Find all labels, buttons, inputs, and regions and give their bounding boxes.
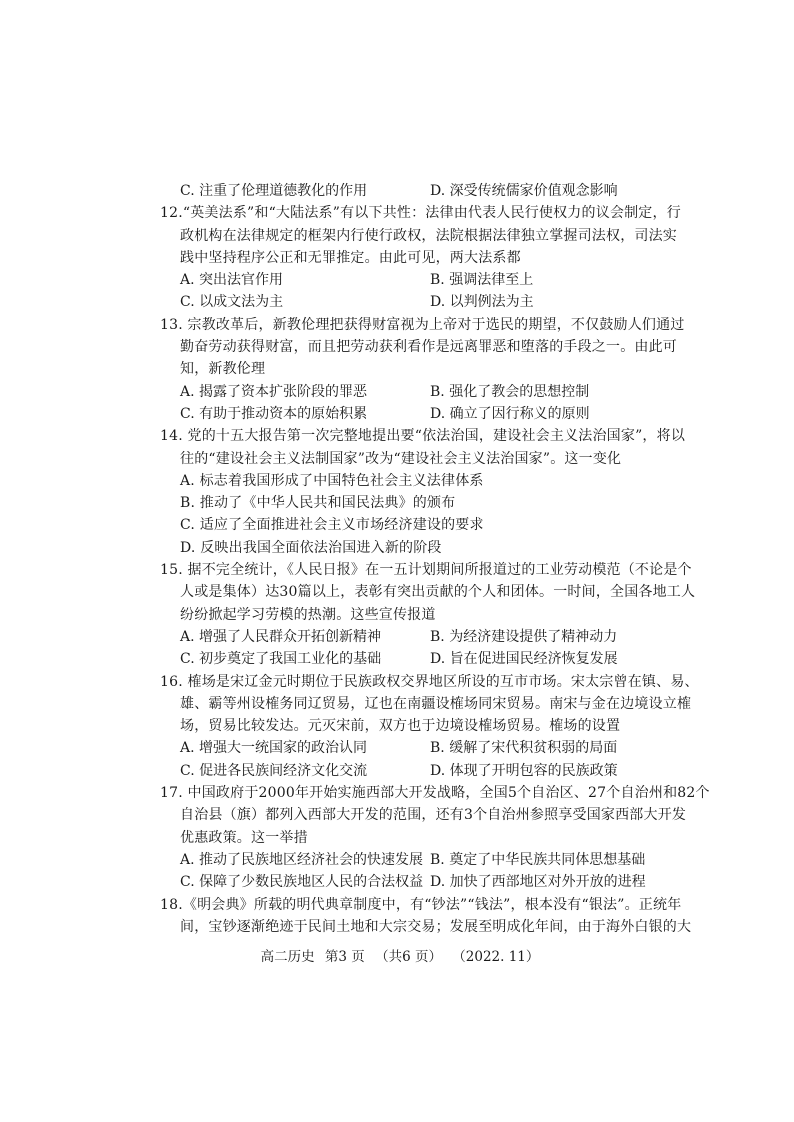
q11-option-c: C. 注重了伦理道德教化的作用 <box>180 183 368 199</box>
question-14 <box>160 425 686 559</box>
q17-option-d: D. 加快了西部地区对外开放的进程 <box>430 874 646 891</box>
q14-option-c: C. 适应了全面推进社会主义市场经济建设的要求 <box>180 517 484 534</box>
q13-option-d: D. 确立了因行称义的原则 <box>430 405 590 422</box>
q17-options-row-2 <box>160 871 680 893</box>
q13-option-b: B. 强化了教会的思想控制 <box>430 383 590 400</box>
question-12 <box>160 202 680 313</box>
q13-options-row-1 <box>160 381 680 403</box>
q15-option-b: B. 为经济建设提供了精神动力 <box>430 628 618 645</box>
q14-stem-line-2: 往的“建设社会主义法制国家”改为“建设社会主义法治国家”。这一变化 <box>180 450 622 467</box>
q16-stem-line-3: 场，贸易比较发达。元灭宋前，双方也于边境设榷场贸易。榷场的设置 <box>180 718 621 735</box>
q18-stem-line-1: 18.《明会典》所载的明代典章制度中，有“钞法”“钱法”，根本没有“银法”。正统年 <box>160 896 682 913</box>
q11-options-row <box>160 180 680 202</box>
q12-options-row-2 <box>160 291 680 313</box>
q15-option-c: C. 初步奠定了我国工业化的基础 <box>180 651 382 668</box>
q13-options-row-2 <box>160 403 680 425</box>
q14-stem-line-1: 14. 党的十五大报告第一次完整地提出要“依法治国，建设社会主义法治国家”，将以 <box>160 428 686 445</box>
exam-page <box>160 180 710 938</box>
q15-option-d: D. 旨在促进国民经济恢复发展 <box>430 651 618 668</box>
q18-stem-line-2: 间，宝钞逐渐绝迹于民间土地和大宗交易；发展至明成化年间，由于海外白银的大 <box>180 918 692 935</box>
q12-stem-line-1: 12.“英美法系”和“大陆法系”有以下共性：法律由代表人民行使权力的议会制定，行 <box>160 205 681 222</box>
page-footer <box>0 945 794 965</box>
q15-options-row-2 <box>160 648 680 670</box>
q17-options-row-1 <box>160 849 680 871</box>
q12-option-d: D. 以判例法为主 <box>430 294 534 311</box>
q17-option-a: A. 推动了民族地区经济社会的快速发展 <box>180 851 424 868</box>
q14-option-a: A. 标志着我国形成了中国特色社会主义法律体系 <box>180 472 484 489</box>
q12-stem-line-2: 政机构在法律规定的框架内行使行政权，法院根据法律独立掌握司法权，司法实 <box>180 227 677 244</box>
q15-options-row-1 <box>160 626 680 648</box>
q13-stem-line-2: 勤奋劳动获得财富，而且把劳动获利看作是远离罪恶和堕落的手段之一。由此可 <box>180 339 677 356</box>
footer-total-pages: （共6 页） <box>375 949 442 965</box>
footer-date: （2022. 11） <box>452 949 540 965</box>
q16-stem-line-2: 雄、霸等州设榷务同辽贸易，辽也在南疆设榷场同宋贸易。南宋与金在边境设立榷 <box>180 695 692 712</box>
question-15 <box>160 559 696 670</box>
q12-stem-line-3: 践中坚持程序公正和无罪推定。由此可见，两大法系都 <box>180 249 521 266</box>
q15-option-a: A. 增强了人民群众开拓创新精神 <box>180 628 382 645</box>
q16-option-c: C. 促进各民族间经济文化交流 <box>180 762 368 779</box>
q12-option-a: A. 突出法官作用 <box>180 272 284 289</box>
q15-stem-line-3: 纷纷掀起学习劳模的热潮。这些宣传报道 <box>180 606 436 623</box>
question-18 <box>160 894 692 939</box>
question-16 <box>160 671 699 782</box>
q16-stem-line-1: 16. 榷场是宋辽金元时期位于民族政权交界地区所设的互市市场。宋太宗曾在镇、易、 <box>160 673 699 690</box>
q12-option-c: C. 以成文法为主 <box>180 294 284 311</box>
q12-option-b: B. 强调法律至上 <box>430 272 534 289</box>
footer-subject: 高二历史 <box>260 949 315 965</box>
q12-options-row-1 <box>160 269 680 291</box>
q14-option-b: B. 推动了《中华人民共和国民法典》的颁布 <box>180 495 456 512</box>
q17-stem-line-3: 优惠政策。这一举措 <box>180 829 308 846</box>
q17-stem-line-1: 17. 中国政府于2000年开始实施西部大开发战略，全国5个自治区、27个自治州和82个 <box>160 785 710 802</box>
q16-options-row-1 <box>160 737 680 759</box>
q13-stem-line-3: 知，新教伦理 <box>180 361 266 378</box>
q17-stem-line-2: 自治县（旗）都列入西部大开发的范围，还有3个自治州参照享受国家西部大开发 <box>180 807 687 824</box>
q16-option-d: D. 体现了开明包容的民族政策 <box>430 762 618 779</box>
q14-option-d: D. 反映出我国全面依法治国进入新的阶段 <box>180 539 442 556</box>
q16-option-b: B. 缓解了宋代积贫积弱的局面 <box>430 740 618 757</box>
question-17 <box>160 782 710 893</box>
q16-options-row-2 <box>160 760 680 782</box>
footer-page-number: 第3 页 <box>324 949 365 965</box>
q13-option-a: A. 揭露了资本扩张阶段的罪恶 <box>180 383 368 400</box>
q16-option-a: A. 增强大一统国家的政治认同 <box>180 740 368 757</box>
q17-option-b: B. 奠定了中华民族共同体思想基础 <box>430 851 646 868</box>
q15-stem-line-2: 人或是集体）达30篇以上，表彰有突出贡献的个人和团体。一时间，全国各地工人 <box>180 584 696 601</box>
q13-option-c: C. 有助于推动资本的原始积累 <box>180 405 368 422</box>
question-13 <box>160 314 685 425</box>
q11-option-d: D. 深受传统儒家价值观念影响 <box>430 183 618 199</box>
q17-option-c: C. 保障了少数民族地区人民的合法权益 <box>180 874 424 891</box>
q15-stem-line-1: 15. 据不完全统计，《人民日报》在一五计划期间所报道过的工业劳动模范（不论是个 <box>160 562 692 579</box>
q13-stem-line-1: 13. 宗教改革后，新教伦理把获得财富视为上帝对于选民的期望，不仅鼓励人们通过 <box>160 316 685 333</box>
